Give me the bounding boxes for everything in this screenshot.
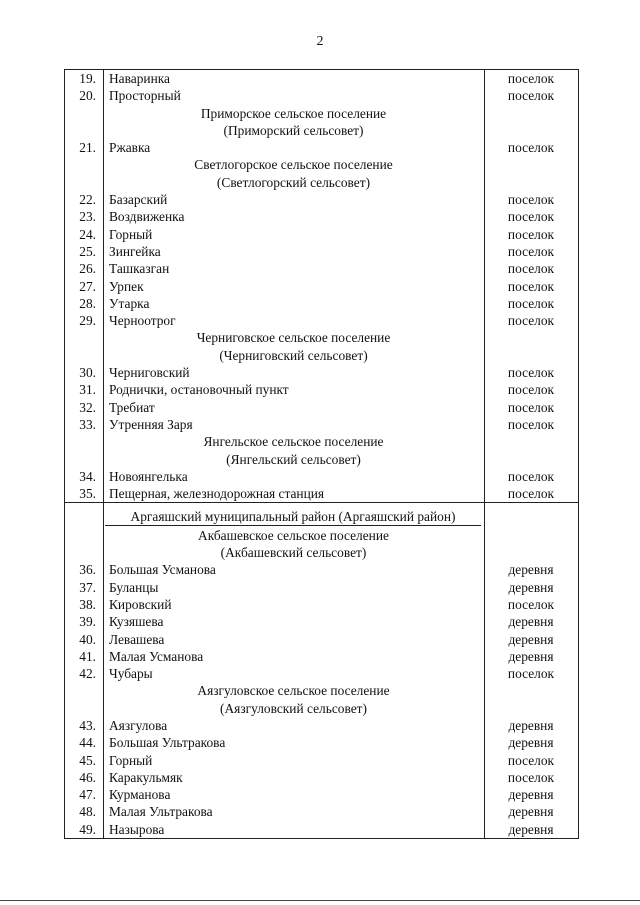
table-row (65, 579, 578, 596)
table-row (65, 139, 578, 156)
row-number: 24. (79, 226, 96, 242)
settlement-type: поселок (507, 278, 555, 294)
table-row (65, 208, 578, 225)
row-number: 19. (79, 71, 96, 86)
section-title: Аязгуловское сельское поселение (197, 683, 390, 699)
table-row (65, 416, 578, 433)
settlement-type: деревня (508, 821, 554, 837)
settlement-name: Черноотрог (109, 313, 176, 329)
settlement-name: Малая Ультракова (109, 804, 213, 820)
row-number: 43. (79, 717, 96, 733)
table-row (65, 312, 578, 329)
settlement-type: поселок (507, 192, 555, 208)
settlement-type: поселок (507, 365, 555, 381)
row-number: 30. (79, 365, 96, 381)
settlement-type: деревня (508, 631, 554, 647)
section-title: Светлогорское сельское поселение (194, 157, 393, 173)
row-number: 31. (79, 382, 96, 398)
settlement-name: Воздвиженка (109, 209, 185, 225)
row-number: 39. (79, 614, 96, 630)
table-row (65, 381, 578, 398)
settlements-table (64, 69, 579, 839)
row-number: 45. (79, 752, 96, 768)
settlement-type: деревня (508, 735, 554, 751)
settlement-type: поселок (507, 416, 555, 432)
settlement-type: поселок (507, 226, 555, 242)
settlement-name: Базарский (109, 192, 168, 208)
settlement-type: деревня (508, 562, 554, 578)
settlement-type: деревня (508, 648, 554, 664)
row-number: 47. (79, 787, 96, 803)
row-number: 20. (79, 88, 96, 104)
row-number: 35. (79, 486, 96, 502)
settlement-name: Просторный (109, 88, 181, 104)
settlement-name: Горный (109, 226, 153, 242)
settlement-name: Каракульмяк (109, 769, 183, 785)
section-header-row (65, 174, 578, 191)
row-number: 42. (79, 666, 96, 682)
section-header-row (65, 105, 578, 122)
table-row (65, 769, 578, 786)
settlement-name: Ташказган (109, 261, 170, 277)
settlement-name: Утарка (109, 295, 150, 311)
section-separator (65, 502, 578, 509)
table-row (65, 665, 578, 682)
row-number: 28. (79, 295, 96, 311)
table-row (65, 278, 578, 295)
table-row (65, 717, 578, 734)
section-header-row (65, 122, 578, 139)
settlement-type: деревня (508, 717, 554, 733)
district-header-row (65, 509, 578, 526)
section-title: Черниговское сельское поселение (196, 330, 391, 346)
settlement-name: Кировский (109, 596, 172, 612)
table-row (65, 260, 578, 277)
row-number: 38. (79, 596, 96, 612)
row-number: 44. (79, 735, 96, 751)
settlement-type: поселок (507, 140, 555, 156)
settlement-type: поселок (507, 295, 555, 311)
table-row (65, 485, 578, 502)
section-title: (Янгельский сельсовет) (226, 451, 361, 467)
settlement-name: Чубары (109, 666, 153, 682)
table-row (65, 752, 578, 769)
settlement-name: Зингейка (109, 243, 161, 259)
settlement-name: Курманова (109, 787, 171, 803)
section-title: Акбашевское сельское поселение (198, 527, 389, 543)
table-row (65, 613, 578, 630)
section-header-row (65, 451, 578, 468)
row-number: 40. (79, 631, 96, 647)
page-bottom-edge (0, 900, 640, 901)
row-number: 25. (79, 243, 96, 259)
row-number: 36. (79, 562, 96, 578)
section-header-row (65, 544, 578, 561)
row-number: 33. (79, 416, 96, 432)
settlement-type: поселок (507, 399, 555, 415)
table-row (65, 70, 578, 87)
row-number: 29. (79, 313, 96, 329)
section-title: (Приморский сельсовет) (223, 122, 364, 138)
row-number: 21. (79, 140, 96, 156)
section-header-row (65, 700, 578, 717)
settlement-name: Черниговский (109, 365, 190, 381)
row-number: 37. (79, 579, 96, 595)
settlement-type: деревня (508, 579, 554, 595)
settlement-name: Назырова (109, 821, 165, 837)
settlement-type: поселок (507, 769, 555, 785)
settlement-name: Пещерная, железнодорожная станция (109, 486, 325, 502)
settlement-type: деревня (508, 804, 554, 820)
table-row (65, 821, 578, 838)
settlement-type: поселок (507, 666, 555, 682)
table-row (65, 631, 578, 648)
row-number: 34. (79, 468, 96, 484)
settlement-type: поселок (507, 71, 555, 86)
settlement-type: поселок (507, 752, 555, 768)
settlement-type: поселок (507, 261, 555, 277)
settlement-name: Левашева (109, 631, 165, 647)
settlement-name: Горный (109, 752, 153, 768)
settlement-type: поселок (507, 382, 555, 398)
section-title: (Аязгуловский сельсовет) (220, 700, 367, 716)
table-row (65, 295, 578, 312)
section-header-row (65, 156, 578, 173)
settlement-name: Кузяшева (109, 614, 164, 630)
section-title: (Светлогорский сельсовет) (216, 174, 371, 190)
table-row (65, 87, 578, 104)
table-row (65, 243, 578, 260)
table-row (65, 648, 578, 665)
settlement-name: Малая Усманова (109, 648, 204, 664)
row-number: 46. (79, 769, 96, 785)
settlement-name: Роднички, остановочный пункт (109, 382, 289, 398)
settlement-type: поселок (507, 596, 555, 612)
settlement-name: Утренняя Заря (109, 416, 193, 432)
settlement-type: поселок (507, 486, 555, 502)
section-title: Янгельское сельское поселение (203, 434, 384, 450)
district-title: Аргаяшский муниципальный район (Аргаяшский район) (105, 509, 481, 526)
row-number: 32. (79, 399, 96, 415)
table-row (65, 786, 578, 803)
row-number: 26. (79, 261, 96, 277)
settlement-type: деревня (508, 787, 554, 803)
settlement-name: Большая Ультракова (109, 735, 226, 751)
settlement-name: Большая Усманова (109, 562, 216, 578)
settlement-name: Ржавка (109, 140, 151, 156)
table-row (65, 803, 578, 820)
table-row (65, 191, 578, 208)
section-header-row (65, 433, 578, 450)
table-row (65, 561, 578, 578)
settlement-type: поселок (507, 243, 555, 259)
section-title: (Акбашевский сельсовет) (220, 545, 367, 561)
settlement-name: Аязгулова (109, 717, 168, 733)
settlement-type: поселок (507, 88, 555, 104)
row-number: 27. (79, 278, 96, 294)
row-number: 49. (79, 821, 96, 837)
table-row (65, 364, 578, 381)
table-row (65, 596, 578, 613)
settlement-type: поселок (507, 209, 555, 225)
page-number: 2 (316, 34, 324, 49)
section-title: Приморское сельское поселение (200, 105, 387, 121)
table-row (65, 468, 578, 485)
settlement-type: поселок (507, 468, 555, 484)
settlement-name: Наваринка (109, 71, 170, 86)
settlement-name: Урпек (109, 278, 144, 294)
row-number: 22. (79, 192, 96, 208)
table-row (65, 734, 578, 751)
section-header-row (65, 682, 578, 699)
settlement-name: Требиат (109, 399, 155, 415)
row-number: 23. (79, 209, 96, 225)
table-row (65, 399, 578, 416)
section-title: (Черниговский сельсовет) (219, 347, 368, 363)
table-row (65, 226, 578, 243)
section-header-row (65, 347, 578, 364)
settlement-name: Новоянгелька (109, 468, 188, 484)
row-number: 41. (79, 648, 96, 664)
section-header-row (65, 527, 578, 544)
section-header-row (65, 329, 578, 346)
row-number: 48. (79, 804, 96, 820)
settlement-type: деревня (508, 614, 554, 630)
settlement-type: поселок (507, 313, 555, 329)
settlement-name: Буланцы (109, 579, 159, 595)
